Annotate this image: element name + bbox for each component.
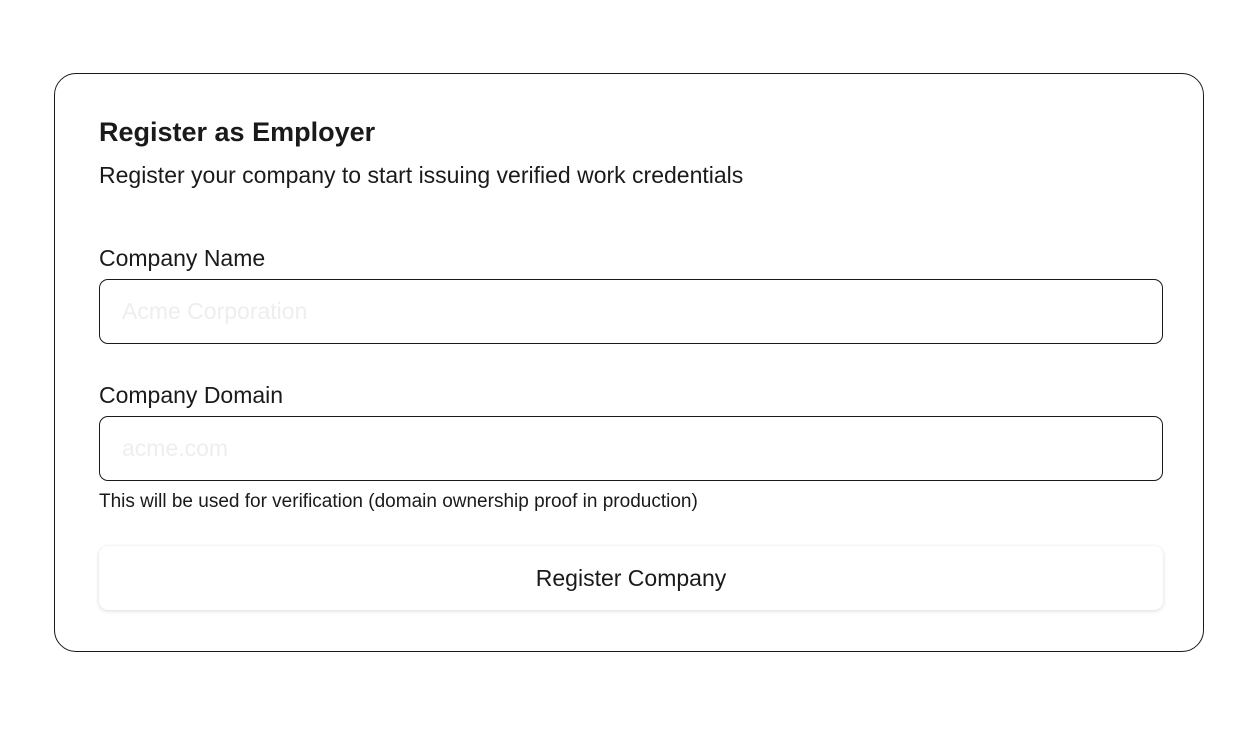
company-domain-help-text: This will be used for verification (domain ownership proof in production) xyxy=(99,491,698,512)
company-domain-label: Company Domain xyxy=(99,382,284,408)
page-title: Register as Employer xyxy=(99,117,376,147)
company-name-input[interactable] xyxy=(99,279,1163,344)
register-company-button[interactable]: Register Company xyxy=(99,546,1163,610)
page-subtitle: Register your company to start issuing verified work credentials xyxy=(99,162,744,188)
register-employer-card xyxy=(54,73,1204,652)
company-name-label: Company Name xyxy=(99,245,266,271)
company-domain-input[interactable] xyxy=(99,416,1163,481)
